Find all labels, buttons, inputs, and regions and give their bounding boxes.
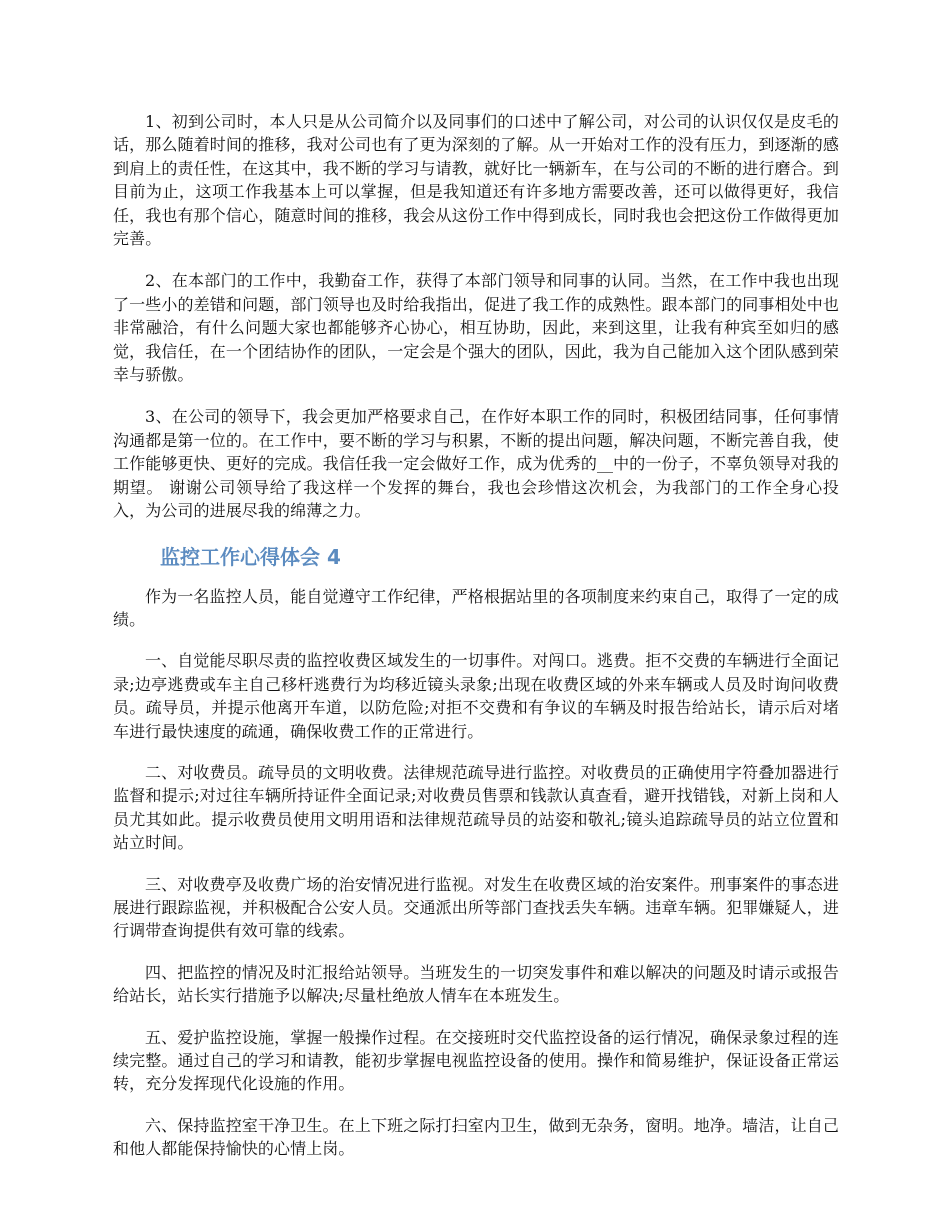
section-heading: 监控工作心得体会 4 [160,544,341,569]
paragraph-item-6: 六、保持监控室干净卫生。在上下班之际打扫室内卫生，做到无杂务，窗明。地净。墙洁，让自己和他人都能保持愉快的心情上岗。 [113,1115,839,1159]
document-page [113,110,839,1161]
paragraph-2: 2、在本部门的工作中，我勤奋工作，获得了本部门领导和同事的认同。当然，在工作中我也出现了一些小的差错和问题，部门领导也及时给我指出，促进了我工作的成熟性。跟本部门的同事相处中也非常融洽，有什么问题大家也都能够齐心协心，相互协助，因此，来到这里，让我有种宾至如归的感觉，我信任，在一个团结协作的团队，一定会是个强大的团队，因此，我为自己能加入这个团队感到荣幸与骄傲。 [113,271,839,385]
paragraph-3: 3、在公司的领导下，我会更加严格要求自己，在作好本职工作的同时，积极团结同事，任何事情沟通都是第一位的。在工作中，要不断的学习与积累，不断的提出问题，解决问题，不断完善自我，使工作能够更快、更好的完成。我信任我一定会做好工作，成为优秀的__中的一份子，不辜负领导对我的期望。 谢谢公司领导给了我这样一个发挥的舞台，我也会珍惜这次机会，为我部门的工作全身心投入，为公司的进展尽我的绵薄之力。 [113,407,839,521]
paragraph-1: 1、初到公司时，本人只是从公司简介以及同事们的口述中了解公司，对公司的认识仅仅是皮毛的话，那么随着时间的推移，我对公司也有了更为深刻的了解。从一开始对工作的没有压力，到逐渐的感到肩上的责任性，在这其中，我不断的学习与请教，就好比一辆新车，在与公司的不断的进行磨合。到目前为止，这项工作我基本上可以掌握，但是我知道还有许多地方需要改善，还可以做得更好，我信任，我也有那个信心，随意时间的推移，我会从这份工作中得到成长，同时我也会把这份工作做得更加完善。 [113,112,839,249]
paragraph-intro: 作为一名监控人员，能自觉遵守工作纪律，严格根据站里的各项制度来约束自己，取得了一定的成绩。 [113,586,839,629]
paragraph-item-4: 四、把监控的情况及时汇报给站领导。当班发生的一切突发事件和难以解决的问题及时请示或报告给站长，站长实行措施予以解决;尽量杜绝放人情车在本班发生。 [113,962,839,1006]
paragraph-item-2: 二、对收费员。疏导员的文明收费。法律规范疏导进行监控。对收费员的正确使用字符叠加器进行监督和提示;对过往车辆所持证件全面记录;对收费员售票和钱款认真查看，避开找错钱，对新上岗和人员尤其如此。提示收费员使用文明用语和法律规范疏导员的站姿和敬礼;镜头追踪疏导员的站立位置和站立时间。 [113,762,839,853]
paragraph-item-1: 一、自觉能尽职尽责的监控收费区域发生的一切事件。对闯口。逃费。拒不交费的车辆进行全面记录;边亭逃费或车主自己移杆逃费行为均移近镜头录象;出现在收费区域的外来车辆或人员及时询问收费员。疏导员，并提示他离开车道，以防危险;对拒不交费和有争议的车辆及时报告给站长，请示后对堵车进行最快速度的疏通，确保收费工作的正常进行。 [113,651,839,741]
paragraph-item-3: 三、对收费亭及收费广场的治安情况进行监视。对发生在收费区域的治安案件。刑事案件的事态进展进行跟踪监视，并积极配合公安人员。交通派出所等部门查找丢失车辆。违章车辆。犯罪嫌疑人，进行调带查询提供有效可靠的线索。 [113,874,839,941]
paragraph-item-5: 五、爱护监控设施，掌握一般操作过程。在交接班时交代监控设备的运行情况，确保录象过程的连续完整。通过自己的学习和请教，能初步掌握电视监控设备的使用。操作和简易维护，保证设备正常运转，充分发挥现代化设施的作用。 [113,1027,839,1094]
